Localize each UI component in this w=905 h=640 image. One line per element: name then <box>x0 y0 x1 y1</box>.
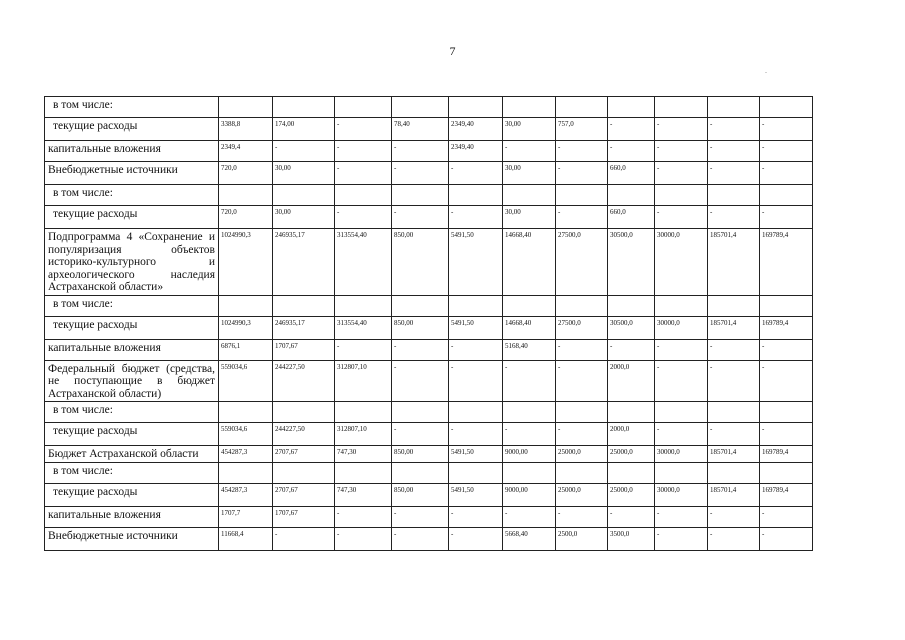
value-cell: 169789,4 <box>760 446 813 463</box>
value-cell: - <box>760 423 813 446</box>
value-cell: 5491,50 <box>449 316 503 339</box>
row-label: текущие расходы <box>45 316 219 339</box>
value-cell: 720,0 <box>219 162 273 185</box>
value-cell: 747,30 <box>335 446 392 463</box>
value-cell <box>392 462 449 483</box>
value-cell: 185701,4 <box>708 229 760 296</box>
value-cell: 559034,6 <box>219 423 273 446</box>
value-cell: 5668,40 <box>503 527 556 550</box>
value-cell: - <box>449 360 503 402</box>
table-row <box>45 402 813 423</box>
row-label: текущие расходы <box>45 483 219 506</box>
value-cell <box>503 97 556 118</box>
value-cell: - <box>708 423 760 446</box>
value-cell: 9000,00 <box>503 483 556 506</box>
value-cell <box>608 462 655 483</box>
table-row <box>45 118 813 141</box>
row-label: текущие расходы <box>45 423 219 446</box>
value-cell: 1024990,3 <box>219 316 273 339</box>
value-cell: - <box>760 206 813 229</box>
value-cell: - <box>556 423 608 446</box>
value-cell: 30,00 <box>273 162 335 185</box>
value-cell <box>655 97 708 118</box>
table-row <box>45 527 813 550</box>
value-cell: - <box>503 423 556 446</box>
value-cell: - <box>760 360 813 402</box>
value-cell <box>655 462 708 483</box>
value-cell: 747,30 <box>335 483 392 506</box>
value-cell: 1707,67 <box>273 339 335 360</box>
value-cell: - <box>449 527 503 550</box>
value-cell: 313554,40 <box>335 229 392 296</box>
value-cell: 244227,50 <box>273 360 335 402</box>
value-cell <box>608 402 655 423</box>
value-cell: - <box>503 506 556 527</box>
value-cell: - <box>760 118 813 141</box>
value-cell: - <box>392 527 449 550</box>
value-cell: - <box>335 339 392 360</box>
value-cell: 850,00 <box>392 483 449 506</box>
value-cell: 185701,4 <box>708 483 760 506</box>
value-cell <box>655 402 708 423</box>
row-label: капитальные вложения <box>45 141 219 162</box>
table-body <box>45 97 813 551</box>
value-cell: - <box>608 141 655 162</box>
value-cell: - <box>760 506 813 527</box>
table-row <box>45 446 813 463</box>
value-cell: 174,00 <box>273 118 335 141</box>
value-cell: - <box>392 506 449 527</box>
value-cell: - <box>392 162 449 185</box>
value-cell <box>219 295 273 316</box>
value-cell: 5491,50 <box>449 446 503 463</box>
value-cell: 3388,8 <box>219 118 273 141</box>
value-cell: - <box>760 141 813 162</box>
value-cell: 30000,0 <box>655 483 708 506</box>
value-cell: 27500,0 <box>556 229 608 296</box>
budget-table <box>44 96 813 551</box>
value-cell: - <box>392 360 449 402</box>
table-row <box>45 162 813 185</box>
table-row <box>45 339 813 360</box>
value-cell <box>219 402 273 423</box>
value-cell: - <box>708 506 760 527</box>
value-cell: 454287,3 <box>219 446 273 463</box>
value-cell: 720,0 <box>219 206 273 229</box>
value-cell: - <box>608 506 655 527</box>
value-cell: 5168,40 <box>503 339 556 360</box>
value-cell: - <box>556 360 608 402</box>
value-cell: - <box>760 162 813 185</box>
row-label: текущие расходы <box>45 118 219 141</box>
value-cell: - <box>655 506 708 527</box>
value-cell: - <box>392 141 449 162</box>
table-row <box>45 295 813 316</box>
value-cell: - <box>655 339 708 360</box>
value-cell: 757,0 <box>556 118 608 141</box>
value-cell: 1707,67 <box>273 506 335 527</box>
value-cell: - <box>335 118 392 141</box>
value-cell <box>449 462 503 483</box>
value-cell <box>556 462 608 483</box>
value-cell: 14668,40 <box>503 229 556 296</box>
table-row <box>45 185 813 206</box>
value-cell: - <box>503 360 556 402</box>
value-cell: - <box>449 339 503 360</box>
value-cell <box>708 97 760 118</box>
value-cell: 2349,40 <box>449 141 503 162</box>
scan-speck: . <box>765 66 767 75</box>
value-cell: - <box>449 423 503 446</box>
value-cell: 312807,10 <box>335 423 392 446</box>
value-cell: - <box>335 506 392 527</box>
table-row <box>45 229 813 296</box>
value-cell: - <box>335 206 392 229</box>
row-label: Бюджет Астраханской области <box>45 446 219 463</box>
value-cell <box>219 462 273 483</box>
table-row <box>45 97 813 118</box>
value-cell <box>273 185 335 206</box>
table-row <box>45 360 813 402</box>
value-cell <box>556 97 608 118</box>
value-cell: - <box>449 206 503 229</box>
value-cell <box>392 97 449 118</box>
value-cell: 5491,50 <box>449 229 503 296</box>
value-cell <box>335 295 392 316</box>
value-cell: - <box>760 527 813 550</box>
value-cell <box>760 402 813 423</box>
value-cell: - <box>655 162 708 185</box>
value-cell: - <box>708 527 760 550</box>
value-cell <box>392 295 449 316</box>
value-cell: 2000,0 <box>608 360 655 402</box>
value-cell <box>655 185 708 206</box>
value-cell: - <box>392 423 449 446</box>
value-cell: 2500,0 <box>556 527 608 550</box>
value-cell: 2707,67 <box>273 483 335 506</box>
row-label: Внебюджетные источники <box>45 527 219 550</box>
table-row <box>45 316 813 339</box>
value-cell: 313554,40 <box>335 316 392 339</box>
value-cell: 11668,4 <box>219 527 273 550</box>
table-row <box>45 206 813 229</box>
row-label: в том числе: <box>45 295 219 316</box>
value-cell <box>608 185 655 206</box>
value-cell: - <box>556 506 608 527</box>
value-cell <box>503 295 556 316</box>
value-cell: 660,0 <box>608 206 655 229</box>
value-cell <box>503 185 556 206</box>
value-cell: 78,40 <box>392 118 449 141</box>
value-cell: 25000,0 <box>556 483 608 506</box>
value-cell: - <box>556 339 608 360</box>
table-row <box>45 423 813 446</box>
value-cell <box>449 402 503 423</box>
value-cell: 1707,7 <box>219 506 273 527</box>
value-cell <box>449 185 503 206</box>
value-cell: 2349,4 <box>219 141 273 162</box>
value-cell <box>655 295 708 316</box>
table-row <box>45 462 813 483</box>
value-cell: 850,00 <box>392 446 449 463</box>
value-cell: 246935,17 <box>273 316 335 339</box>
value-cell <box>392 402 449 423</box>
value-cell <box>708 185 760 206</box>
value-cell: 185701,4 <box>708 316 760 339</box>
value-cell: - <box>335 527 392 550</box>
value-cell <box>335 185 392 206</box>
value-cell: 169789,4 <box>760 483 813 506</box>
value-cell: - <box>655 423 708 446</box>
value-cell <box>449 97 503 118</box>
value-cell: 850,00 <box>392 229 449 296</box>
value-cell: 9000,00 <box>503 446 556 463</box>
value-cell: - <box>503 141 556 162</box>
value-cell: - <box>655 206 708 229</box>
value-cell: 3500,0 <box>608 527 655 550</box>
row-label: в том числе: <box>45 97 219 118</box>
value-cell: - <box>708 339 760 360</box>
value-cell: 244227,50 <box>273 423 335 446</box>
row-label: капитальные вложения <box>45 506 219 527</box>
value-cell: 25000,0 <box>608 446 655 463</box>
value-cell: 454287,3 <box>219 483 273 506</box>
value-cell <box>335 402 392 423</box>
value-cell: - <box>760 339 813 360</box>
value-cell: - <box>273 141 335 162</box>
value-cell: - <box>392 339 449 360</box>
value-cell: 6876,1 <box>219 339 273 360</box>
value-cell: 14668,40 <box>503 316 556 339</box>
value-cell: 246935,17 <box>273 229 335 296</box>
row-label: в том числе: <box>45 185 219 206</box>
value-cell <box>335 97 392 118</box>
value-cell: 2349,40 <box>449 118 503 141</box>
value-cell: 25000,0 <box>556 446 608 463</box>
value-cell: 30,00 <box>273 206 335 229</box>
row-label: в том числе: <box>45 462 219 483</box>
value-cell: - <box>655 527 708 550</box>
value-cell <box>608 97 655 118</box>
value-cell: - <box>708 360 760 402</box>
value-cell <box>556 402 608 423</box>
value-cell <box>449 295 503 316</box>
value-cell: 30500,0 <box>608 316 655 339</box>
value-cell: 850,00 <box>392 316 449 339</box>
value-cell: 27500,0 <box>556 316 608 339</box>
row-label: в том числе: <box>45 402 219 423</box>
value-cell <box>708 462 760 483</box>
value-cell: - <box>335 141 392 162</box>
value-cell: 30000,0 <box>655 316 708 339</box>
value-cell <box>608 295 655 316</box>
value-cell <box>273 97 335 118</box>
row-label: Подпрограмма 4 «Сохранение и популяризация объектов историко-культурного и археологического наследия Астраханской области» <box>45 229 219 296</box>
value-cell <box>760 185 813 206</box>
table-row <box>45 483 813 506</box>
value-cell: - <box>708 206 760 229</box>
value-cell <box>273 462 335 483</box>
value-cell <box>760 462 813 483</box>
value-cell: 660,0 <box>608 162 655 185</box>
value-cell <box>760 295 813 316</box>
row-label: текущие расходы <box>45 206 219 229</box>
value-cell <box>335 462 392 483</box>
value-cell <box>503 462 556 483</box>
value-cell: 169789,4 <box>760 316 813 339</box>
row-label: Федеральный бюджет (средства, не поступающие в бюджет Астраханской области) <box>45 360 219 402</box>
value-cell: - <box>335 162 392 185</box>
value-cell: - <box>556 141 608 162</box>
row-label: капитальные вложения <box>45 339 219 360</box>
value-cell: 312807,10 <box>335 360 392 402</box>
value-cell: - <box>273 527 335 550</box>
value-cell: - <box>608 339 655 360</box>
value-cell <box>392 185 449 206</box>
value-cell: 25000,0 <box>608 483 655 506</box>
table-row <box>45 506 813 527</box>
value-cell <box>556 185 608 206</box>
value-cell: - <box>556 162 608 185</box>
value-cell: 30500,0 <box>608 229 655 296</box>
value-cell <box>556 295 608 316</box>
page-number: 7 <box>449 44 456 58</box>
value-cell: - <box>556 206 608 229</box>
value-cell <box>219 97 273 118</box>
value-cell: 30,00 <box>503 162 556 185</box>
value-cell: 1024990,3 <box>219 229 273 296</box>
value-cell: - <box>708 141 760 162</box>
value-cell: - <box>392 206 449 229</box>
value-cell: - <box>708 118 760 141</box>
value-cell <box>219 185 273 206</box>
value-cell: 2707,67 <box>273 446 335 463</box>
value-cell: - <box>449 506 503 527</box>
value-cell: 30000,0 <box>655 229 708 296</box>
value-cell: - <box>655 141 708 162</box>
value-cell: 559034,6 <box>219 360 273 402</box>
value-cell <box>708 402 760 423</box>
value-cell: - <box>708 162 760 185</box>
value-cell: 169789,4 <box>760 229 813 296</box>
value-cell <box>760 97 813 118</box>
value-cell <box>503 402 556 423</box>
value-cell <box>273 295 335 316</box>
value-cell: - <box>608 118 655 141</box>
table-row <box>45 141 813 162</box>
value-cell: - <box>449 162 503 185</box>
value-cell: 2000,0 <box>608 423 655 446</box>
value-cell <box>708 295 760 316</box>
value-cell: 30,00 <box>503 118 556 141</box>
value-cell: 5491,50 <box>449 483 503 506</box>
value-cell: - <box>655 118 708 141</box>
value-cell: - <box>655 360 708 402</box>
value-cell: 30,00 <box>503 206 556 229</box>
row-label: Внебюджетные источники <box>45 162 219 185</box>
value-cell: 30000,0 <box>655 446 708 463</box>
value-cell <box>273 402 335 423</box>
value-cell: 185701,4 <box>708 446 760 463</box>
